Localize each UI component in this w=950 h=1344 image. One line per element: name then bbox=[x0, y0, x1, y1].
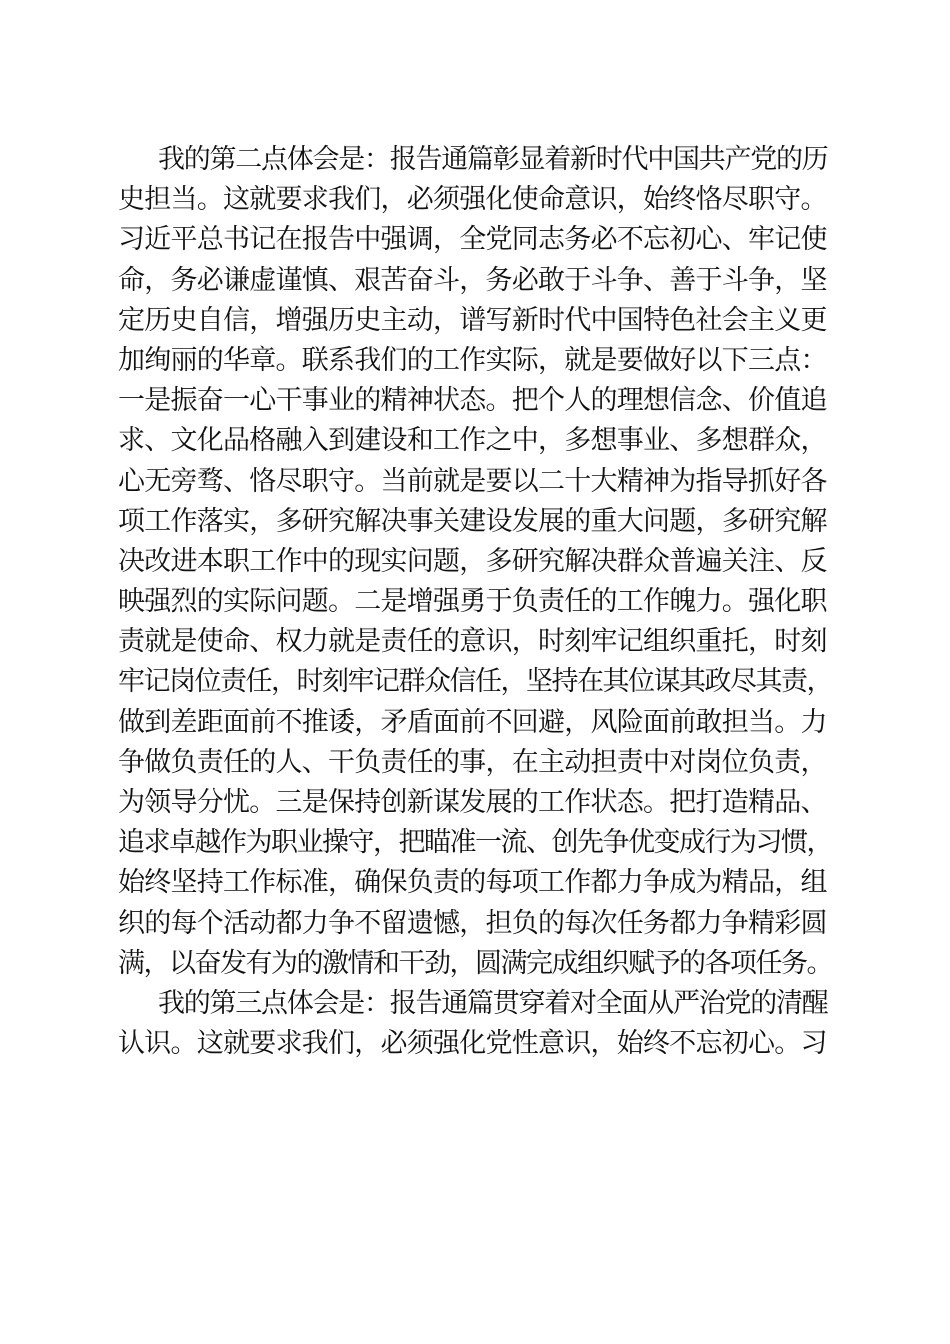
paragraph-line: 心无旁骛、恪尽职守。当前就是要以二十大精神为指导抓好各 bbox=[118, 465, 827, 497]
paragraph-line: 我的第二点体会是：报告通篇彰显着新时代中国共产党的历 bbox=[158, 144, 828, 175]
paragraph-line: 求、文化品格融入到建设和工作之中，多想事业、多想群众， bbox=[118, 425, 827, 457]
paragraph-line: 项工作落实，多研究解决事关建设发展的重大问题，多研究解 bbox=[118, 505, 827, 537]
paragraph-line: 决改进本职工作中的现实问题，多研究解决群众普遍关注、反 bbox=[118, 545, 827, 577]
paragraph-line: 我的第三点体会是：报告通篇贯穿着对全面从严治党的清醒 bbox=[158, 987, 828, 1019]
paragraph-line: 命，务必谦虚谨慎、艰苦奋斗，务必敢于斗争、善于斗争，坚 bbox=[118, 264, 827, 296]
paragraph-line: 做到差距面前不推诿，矛盾面前不回避，风险面前敢担当。力 bbox=[118, 706, 827, 738]
paragraph-line: 加绚丽的华章。联系我们的工作实际，就是要做好以下三点： bbox=[118, 344, 827, 376]
document-body bbox=[118, 140, 832, 1064]
paragraph-line: 责就是使命、权力就是责任的意识，时刻牢记组织重托，时刻 bbox=[118, 626, 827, 658]
paragraph-line: 习近平总书记在报告中强调，全党同志务必不忘初心、牢记使 bbox=[118, 224, 827, 256]
paragraph-line: 始终坚持工作标准，确保负责的每项工作都力争成为精品，组 bbox=[118, 867, 827, 899]
paragraph-line: 为领导分忧。三是保持创新谋发展的工作状态。把打造精品、 bbox=[118, 787, 827, 818]
paragraph-line: 认识。这就要求我们，必须强化党性意识，始终不忘初心。习 bbox=[118, 1028, 827, 1060]
paragraph-line: 满，以奋发有为的激情和干劲，圆满完成组织赋予的各项任务。 bbox=[118, 947, 832, 979]
paragraph-line: 织的每个活动都力争不留遗憾，担负的每次任务都力争精彩圆 bbox=[118, 907, 827, 939]
paragraph-line: 史担当。这就要求我们，必须强化使命意识，始终恪尽职守。 bbox=[118, 184, 827, 216]
paragraph-line: 定历史自信，增强历史主动，谱写新时代中国特色社会主义更 bbox=[118, 304, 827, 336]
paragraph-line: 追求卓越作为职业操守，把瞄准一流、创先争优变成行为习惯， bbox=[118, 827, 832, 859]
paragraph-line: 争做负责任的人、干负责任的事，在主动担责中对岗位负责， bbox=[118, 746, 827, 778]
paragraph-line: 映强烈的实际问题。二是增强勇于负责任的工作魄力。强化职 bbox=[118, 586, 827, 618]
paragraph-line: 牢记岗位责任，时刻牢记群众信任，坚持在其位谋其政尽其责， bbox=[118, 666, 832, 698]
paragraph-line: 一是振奋一心干事业的精神状态。把个人的理想信念、价值追 bbox=[118, 385, 827, 417]
